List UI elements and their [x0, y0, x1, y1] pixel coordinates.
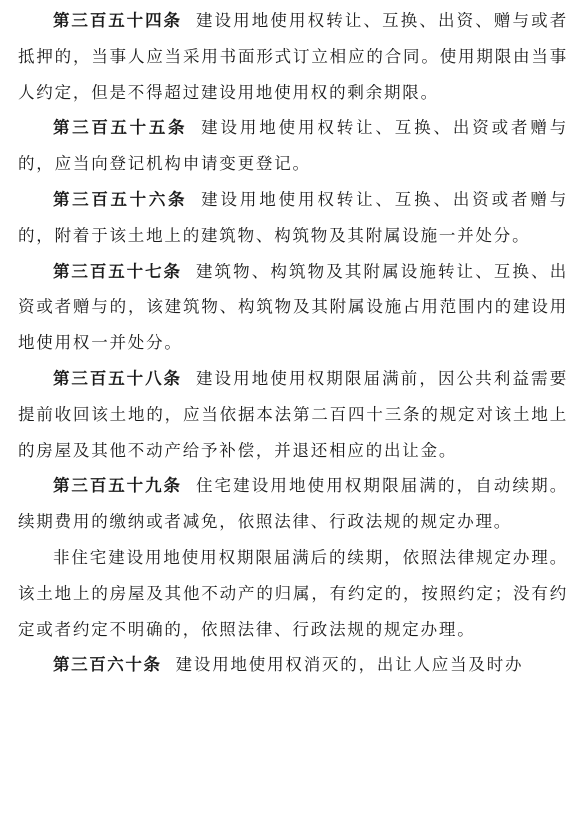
article-text: 建设用地使用权消灭的，出让人应当及时办: [175, 655, 524, 675]
article-360: [18, 647, 568, 683]
article-text: 建设用地使用权转让、互换、出资、赠与或者抵押的，当事人应当采用书面形式订立相应的合同。使用期限由当事人约定，但是不得超过建设用地使用权的剩余期限。: [18, 11, 569, 102]
article-text: 建设用地使用权转让、互换、出资或者赠与的，应当向登记机构申请变更登记。: [18, 118, 569, 174]
article-358: [18, 361, 568, 468]
article-text: 建筑物、构筑物及其附属设施转让、互换、出资或者赠与的，该建筑物、构筑物及其附属设施占用范围内的建设用地使用权一并处分。: [18, 261, 569, 353]
article-359: [18, 468, 568, 540]
article-text: 建设用地使用权转让、互换、出资或者赠与的，附着于该土地上的建筑物、构筑物及其附属设施一并处分。: [18, 189, 569, 245]
article-text: 住宅建设用地使用权期限届满的，自动续期。续期费用的缴纳或者减免，依照法律、行政法规的规定办理。: [18, 476, 569, 532]
article-355: [18, 110, 568, 182]
article-title: 第三百六十条: [53, 655, 162, 675]
article-title: 第三百五十九条: [53, 476, 182, 496]
article-text: 非住宅建设用地使用权期限届满后的续期，依照法律规定办理。该土地上的房屋及其他不动产的归属，有约定的，按照约定；没有约定或者约定不明确的，依照法律、行政法规的规定办理。: [18, 547, 568, 639]
article-356: [18, 182, 568, 254]
article-357: [18, 254, 568, 361]
article-354: [18, 3, 568, 110]
article-title: 第三百五十六条: [53, 189, 188, 209]
article-title: 第三百五十七条: [53, 261, 182, 281]
article-text: 建设用地使用权期限届满前，因公共利益需要提前收回该土地的，应当依据本法第二百四十三条的规定对该土地上的房屋及其他不动产给予补偿，并退还相应的出让金。: [18, 368, 569, 460]
article-title: 第三百五十五条: [53, 118, 188, 138]
article-title: 第三百五十四条: [53, 11, 182, 30]
article-title: 第三百五十八条: [53, 368, 182, 388]
article-359-paragraph-2: [18, 540, 568, 647]
